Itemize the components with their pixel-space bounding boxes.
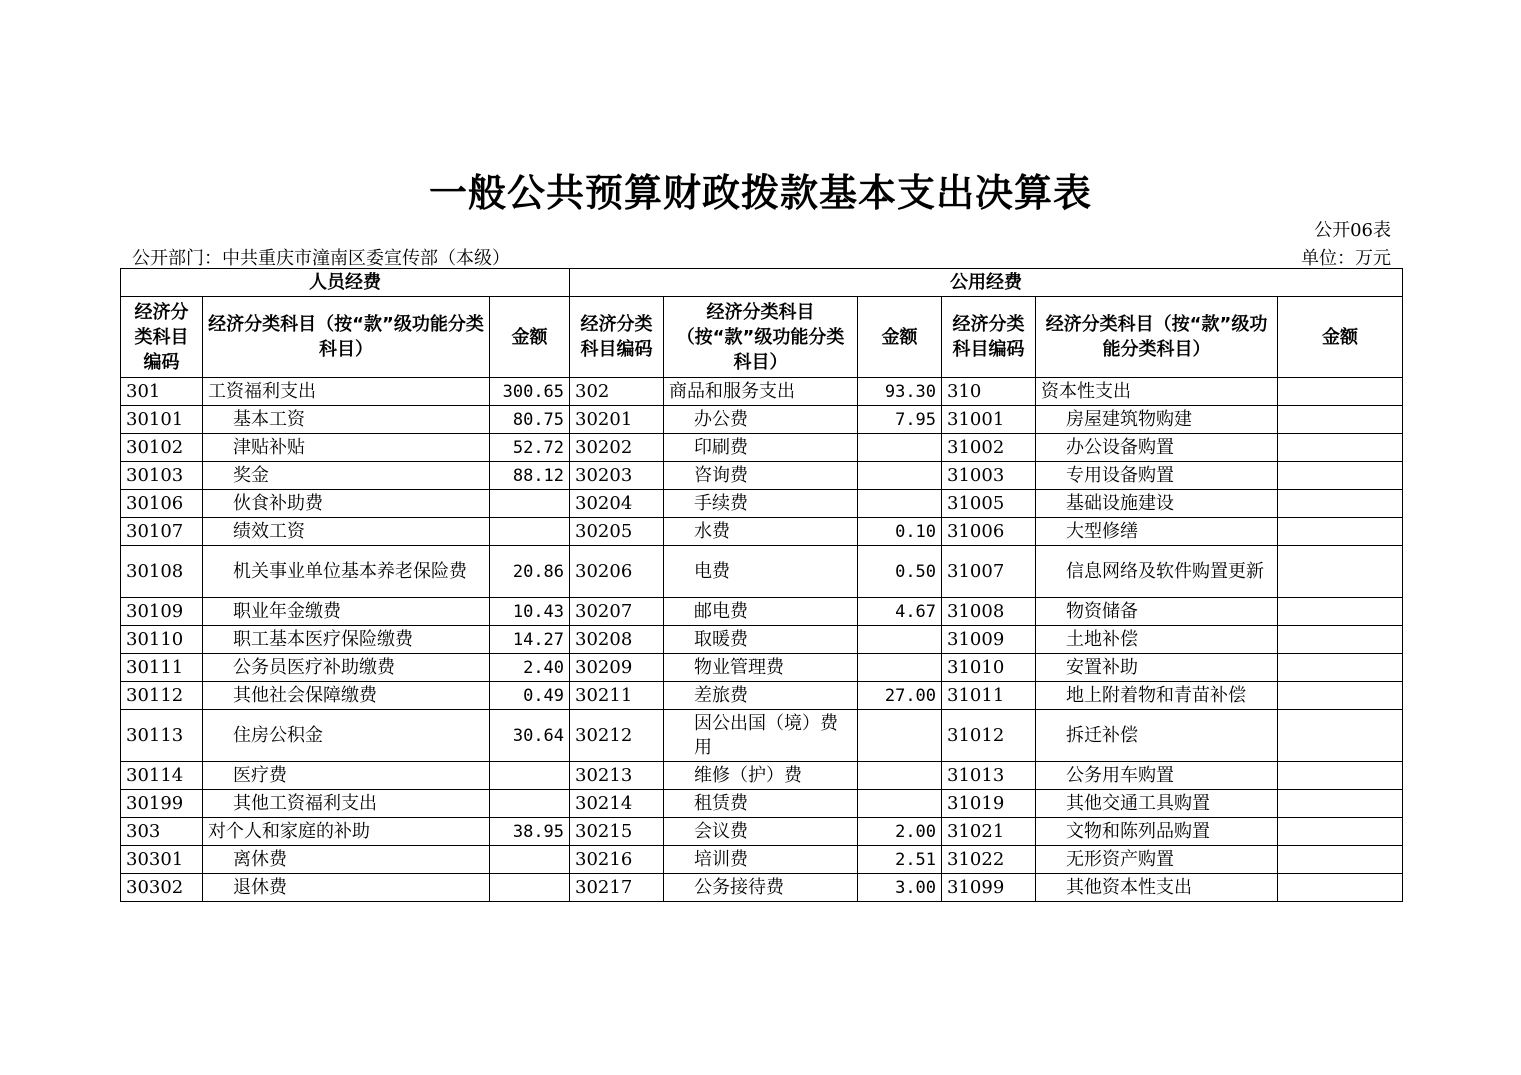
amount-cell bbox=[1278, 874, 1403, 902]
table-row bbox=[121, 818, 1403, 846]
table-row bbox=[121, 378, 1403, 406]
code-cell: 30204 bbox=[570, 490, 664, 518]
item-name-cell: 维修（护）费 bbox=[664, 762, 858, 790]
col-header-amount: 金额 bbox=[1278, 297, 1403, 378]
amount-cell bbox=[1278, 626, 1403, 654]
item-name-cell: 其他交通工具购置 bbox=[1036, 790, 1278, 818]
amount-cell: 0.50 bbox=[858, 546, 942, 598]
item-name-cell: 租赁费 bbox=[664, 790, 858, 818]
code-cell: 30214 bbox=[570, 790, 664, 818]
item-name-cell: 会议费 bbox=[664, 818, 858, 846]
unit-label: 单位：万元 bbox=[1301, 248, 1391, 269]
code-cell: 30212 bbox=[570, 710, 664, 762]
amount-cell: 10.43 bbox=[490, 598, 570, 626]
code-cell: 31021 bbox=[942, 818, 1036, 846]
col-header-name: 经济分类科目（按“款”级功能分类科目） bbox=[664, 297, 858, 378]
amount-cell: 300.65 bbox=[490, 378, 570, 406]
amount-cell bbox=[1278, 598, 1403, 626]
item-name-cell: 差旅费 bbox=[664, 682, 858, 710]
col-header-amount: 金额 bbox=[490, 297, 570, 378]
code-cell: 30202 bbox=[570, 434, 664, 462]
code-cell: 31008 bbox=[942, 598, 1036, 626]
table-row bbox=[121, 710, 1403, 762]
amount-cell: 2.51 bbox=[858, 846, 942, 874]
item-name-cell: 房屋建筑物购建 bbox=[1036, 406, 1278, 434]
item-name-cell: 无形资产购置 bbox=[1036, 846, 1278, 874]
code-cell: 30211 bbox=[570, 682, 664, 710]
item-name-cell: 公务员医疗补助缴费 bbox=[203, 654, 490, 682]
amount-cell: 80.75 bbox=[490, 406, 570, 434]
code-cell: 30205 bbox=[570, 518, 664, 546]
code-cell: 30215 bbox=[570, 818, 664, 846]
code-cell: 30302 bbox=[121, 874, 203, 902]
amount-cell bbox=[1278, 762, 1403, 790]
amount-cell bbox=[1278, 518, 1403, 546]
code-cell: 30101 bbox=[121, 406, 203, 434]
amount-cell bbox=[490, 762, 570, 790]
table-row bbox=[121, 846, 1403, 874]
item-name-cell: 商品和服务支出 bbox=[664, 378, 858, 406]
col-header-code: 经济分类科目编码 bbox=[942, 297, 1036, 378]
expenditure-table bbox=[120, 268, 1403, 902]
amount-cell bbox=[1278, 654, 1403, 682]
item-name-cell: 电费 bbox=[664, 546, 858, 598]
table-row bbox=[121, 762, 1403, 790]
amount-cell: 52.72 bbox=[490, 434, 570, 462]
code-cell: 30208 bbox=[570, 626, 664, 654]
item-name-cell: 其他资本性支出 bbox=[1036, 874, 1278, 902]
code-cell: 30201 bbox=[570, 406, 664, 434]
code-cell: 31001 bbox=[942, 406, 1036, 434]
item-name-cell: 物业管理费 bbox=[664, 654, 858, 682]
amount-cell bbox=[490, 518, 570, 546]
item-name-cell: 安置补助 bbox=[1036, 654, 1278, 682]
amount-cell bbox=[1278, 462, 1403, 490]
item-name-cell: 因公出国（境）费用 bbox=[664, 710, 858, 762]
table-row bbox=[121, 462, 1403, 490]
code-cell: 31007 bbox=[942, 546, 1036, 598]
group-header-personnel: 人员经费 bbox=[121, 269, 570, 297]
amount-cell bbox=[490, 846, 570, 874]
item-name-cell: 退休费 bbox=[203, 874, 490, 902]
item-name-cell: 机关事业单位基本养老保险费 bbox=[203, 546, 490, 598]
code-cell: 31003 bbox=[942, 462, 1036, 490]
amount-cell: 3.00 bbox=[858, 874, 942, 902]
item-name-cell: 文物和陈列品购置 bbox=[1036, 818, 1278, 846]
code-cell: 30216 bbox=[570, 846, 664, 874]
item-name-cell: 土地补偿 bbox=[1036, 626, 1278, 654]
code-cell: 302 bbox=[570, 378, 664, 406]
item-name-cell: 公务接待费 bbox=[664, 874, 858, 902]
amount-cell bbox=[490, 790, 570, 818]
code-cell: 30199 bbox=[121, 790, 203, 818]
code-cell: 30109 bbox=[121, 598, 203, 626]
table-row bbox=[121, 682, 1403, 710]
item-name-cell: 奖金 bbox=[203, 462, 490, 490]
item-name-cell: 邮电费 bbox=[664, 598, 858, 626]
code-cell: 31022 bbox=[942, 846, 1036, 874]
amount-cell: 20.86 bbox=[490, 546, 570, 598]
item-name-cell: 基本工资 bbox=[203, 406, 490, 434]
code-cell: 31011 bbox=[942, 682, 1036, 710]
code-cell: 30112 bbox=[121, 682, 203, 710]
item-name-cell: 信息网络及软件购置更新 bbox=[1036, 546, 1278, 598]
item-name-cell: 手续费 bbox=[664, 490, 858, 518]
table-row bbox=[121, 626, 1403, 654]
item-name-cell: 地上附着物和青苗补偿 bbox=[1036, 682, 1278, 710]
code-cell: 301 bbox=[121, 378, 203, 406]
code-cell: 31019 bbox=[942, 790, 1036, 818]
amount-cell bbox=[1278, 490, 1403, 518]
code-cell: 30217 bbox=[570, 874, 664, 902]
code-cell: 30110 bbox=[121, 626, 203, 654]
item-name-cell: 其他工资福利支出 bbox=[203, 790, 490, 818]
item-name-cell: 伙食补助费 bbox=[203, 490, 490, 518]
item-name-cell: 水费 bbox=[664, 518, 858, 546]
col-header-code: 经济分类科目编码 bbox=[121, 297, 203, 378]
table-row bbox=[121, 518, 1403, 546]
item-name-cell: 绩效工资 bbox=[203, 518, 490, 546]
code-cell: 30102 bbox=[121, 434, 203, 462]
amount-cell: 38.95 bbox=[490, 818, 570, 846]
amount-cell bbox=[858, 434, 942, 462]
table-row bbox=[121, 490, 1403, 518]
code-cell: 30207 bbox=[570, 598, 664, 626]
item-name-cell: 基础设施建设 bbox=[1036, 490, 1278, 518]
group-header-public: 公用经费 bbox=[570, 269, 1403, 297]
item-name-cell: 办公设备购置 bbox=[1036, 434, 1278, 462]
code-cell: 31012 bbox=[942, 710, 1036, 762]
table-row bbox=[121, 598, 1403, 626]
item-name-cell: 职工基本医疗保险缴费 bbox=[203, 626, 490, 654]
amount-cell bbox=[1278, 546, 1403, 598]
col-header-amount: 金额 bbox=[858, 297, 942, 378]
amount-cell bbox=[1278, 790, 1403, 818]
amount-cell bbox=[858, 462, 942, 490]
amount-cell: 0.49 bbox=[490, 682, 570, 710]
code-cell: 31009 bbox=[942, 626, 1036, 654]
col-header-name: 经济分类科目（按“款”级功能分类科目） bbox=[1036, 297, 1278, 378]
table-row bbox=[121, 790, 1403, 818]
code-cell: 31006 bbox=[942, 518, 1036, 546]
department-label: 公开部门：中共重庆市潼南区委宣传部（本级） bbox=[132, 248, 510, 269]
item-name-cell: 对个人和家庭的补助 bbox=[203, 818, 490, 846]
amount-cell bbox=[1278, 846, 1403, 874]
item-name-cell: 公务用车购置 bbox=[1036, 762, 1278, 790]
amount-cell bbox=[858, 710, 942, 762]
amount-cell: 0.10 bbox=[858, 518, 942, 546]
code-cell: 31013 bbox=[942, 762, 1036, 790]
item-name-cell: 印刷费 bbox=[664, 434, 858, 462]
item-name-cell: 咨询费 bbox=[664, 462, 858, 490]
amount-cell bbox=[490, 874, 570, 902]
code-cell: 310 bbox=[942, 378, 1036, 406]
code-cell: 31099 bbox=[942, 874, 1036, 902]
amount-cell: 93.30 bbox=[858, 378, 942, 406]
item-name-cell: 办公费 bbox=[664, 406, 858, 434]
code-cell: 30113 bbox=[121, 710, 203, 762]
code-cell: 30301 bbox=[121, 846, 203, 874]
amount-cell: 27.00 bbox=[858, 682, 942, 710]
item-name-cell: 住房公积金 bbox=[203, 710, 490, 762]
item-name-cell: 津贴补贴 bbox=[203, 434, 490, 462]
amount-cell bbox=[858, 626, 942, 654]
table-row bbox=[121, 874, 1403, 902]
col-header-name: 经济分类科目（按“款”级功能分类科目） bbox=[203, 297, 490, 378]
amount-cell: 7.95 bbox=[858, 406, 942, 434]
amount-cell bbox=[1278, 406, 1403, 434]
code-cell: 30103 bbox=[121, 462, 203, 490]
item-name-cell: 资本性支出 bbox=[1036, 378, 1278, 406]
col-header-code: 经济分类科目编码 bbox=[570, 297, 664, 378]
item-name-cell: 医疗费 bbox=[203, 762, 490, 790]
amount-cell bbox=[858, 790, 942, 818]
page-title: 一般公共预算财政拨款基本支出决算表 bbox=[428, 171, 1092, 215]
code-cell: 31002 bbox=[942, 434, 1036, 462]
item-name-cell: 专用设备购置 bbox=[1036, 462, 1278, 490]
item-name-cell: 工资福利支出 bbox=[203, 378, 490, 406]
item-name-cell: 大型修缮 bbox=[1036, 518, 1278, 546]
code-cell: 30114 bbox=[121, 762, 203, 790]
code-cell: 30203 bbox=[570, 462, 664, 490]
amount-cell bbox=[1278, 434, 1403, 462]
amount-cell: 4.67 bbox=[858, 598, 942, 626]
code-cell: 30209 bbox=[570, 654, 664, 682]
amount-cell bbox=[1278, 378, 1403, 406]
amount-cell bbox=[1278, 682, 1403, 710]
amount-cell: 30.64 bbox=[490, 710, 570, 762]
table-row bbox=[121, 434, 1403, 462]
form-number: 公开06表 bbox=[1314, 220, 1391, 241]
amount-cell bbox=[490, 490, 570, 518]
code-cell: 31010 bbox=[942, 654, 1036, 682]
code-cell: 30213 bbox=[570, 762, 664, 790]
amount-cell: 88.12 bbox=[490, 462, 570, 490]
code-cell: 31005 bbox=[942, 490, 1036, 518]
code-cell: 30106 bbox=[121, 490, 203, 518]
table-row bbox=[121, 406, 1403, 434]
code-cell: 303 bbox=[121, 818, 203, 846]
item-name-cell: 拆迁补偿 bbox=[1036, 710, 1278, 762]
code-cell: 30111 bbox=[121, 654, 203, 682]
amount-cell bbox=[1278, 710, 1403, 762]
table-row bbox=[121, 654, 1403, 682]
amount-cell bbox=[858, 490, 942, 518]
amount-cell bbox=[858, 762, 942, 790]
code-cell: 30107 bbox=[121, 518, 203, 546]
amount-cell: 2.40 bbox=[490, 654, 570, 682]
amount-cell: 14.27 bbox=[490, 626, 570, 654]
table-row bbox=[121, 546, 1403, 598]
item-name-cell: 取暖费 bbox=[664, 626, 858, 654]
amount-cell bbox=[1278, 818, 1403, 846]
item-name-cell: 离休费 bbox=[203, 846, 490, 874]
amount-cell: 2.00 bbox=[858, 818, 942, 846]
amount-cell bbox=[858, 654, 942, 682]
code-cell: 30108 bbox=[121, 546, 203, 598]
item-name-cell: 培训费 bbox=[664, 846, 858, 874]
code-cell: 30206 bbox=[570, 546, 664, 598]
item-name-cell: 其他社会保障缴费 bbox=[203, 682, 490, 710]
item-name-cell: 职业年金缴费 bbox=[203, 598, 490, 626]
item-name-cell: 物资储备 bbox=[1036, 598, 1278, 626]
